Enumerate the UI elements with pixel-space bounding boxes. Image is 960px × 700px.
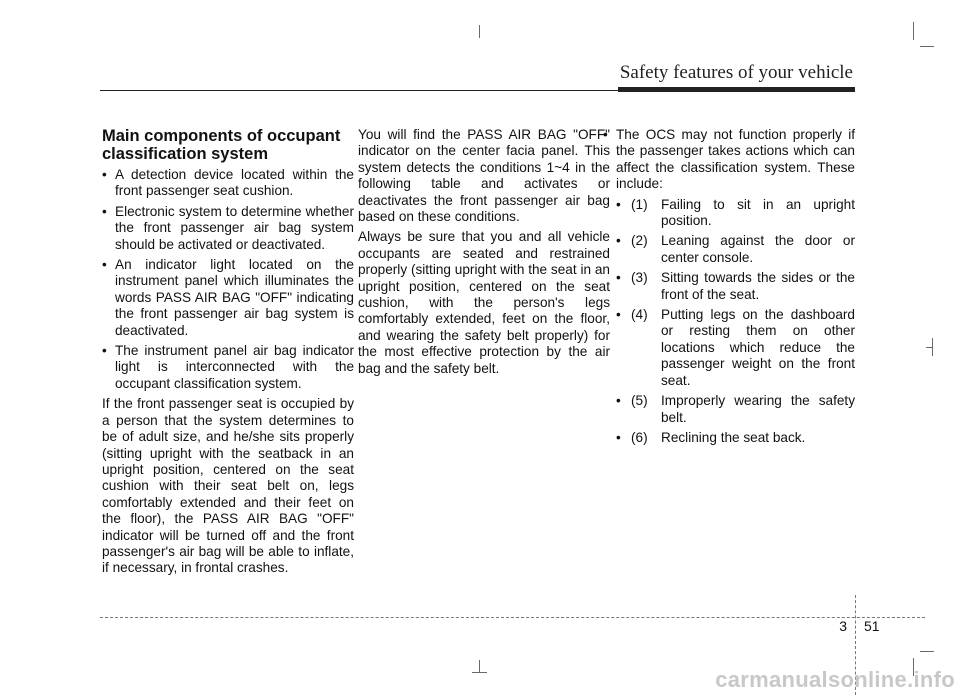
- crop-mark-top-right-horizontal: [920, 46, 934, 47]
- item-number: • (4): [631, 307, 648, 323]
- crop-mark-bottom-center-vertical: [479, 660, 480, 672]
- list-item: • An indicator light located on the instrument panel which illuminates the words PASS AIR BAG "OFF" indicating the front passenger air bag system is deactivated.: [102, 257, 354, 339]
- item-text: Putting legs on the dashboard or resting them on other locations which reduce the passenger weight on the front seat.: [661, 307, 855, 388]
- list-item: [603, 127, 855, 446]
- watermark: carmanualsonline.info: [715, 667, 955, 692]
- item-number: • (1): [631, 196, 648, 212]
- item-text: Improperly wearing the safety belt.: [661, 393, 855, 425]
- crop-mark-right-middle-horizontal: [926, 347, 933, 348]
- ocs-warning-list: [603, 127, 855, 446]
- components-list: [102, 167, 354, 392]
- numbered-item: [616, 393, 855, 426]
- item-text: Sitting towards the sides or the front of the seat.: [661, 270, 855, 302]
- crop-mark-bottom-right-horizontal: [920, 651, 934, 652]
- numbered-item: [616, 233, 855, 266]
- item-text: Failing to sit in an upright position.: [661, 196, 855, 229]
- numbered-item: [616, 270, 855, 303]
- list-item: • Electronic system to determine whether the front passenger air bag system should be activated or deactivated.: [102, 204, 354, 253]
- body-paragraph: If the front passenger seat is occupied by a person that the system determines to be of adult size, and he/she sits properly (sitting upright with the seatback in an upright position, centered on the seat cushion with their seat belt on, legs comfortably extended and their feet on the floor), the PASS AIR BAG "OFF" indicator will be turned off and the front passenger's air bag will be able to inflate, if necessary, in frontal crashes.: [102, 396, 354, 576]
- column-right: [603, 127, 855, 450]
- item-number: • (2): [631, 233, 648, 249]
- list-item: • A detection device located within the front passenger seat cushion.: [102, 167, 354, 200]
- body-paragraph: Always be sure that you and all vehicle occupants are seated and restrained properly (sitting upright with the seat in an upright position, centered on the seat cushion, with the person's legs comfortably extended, feet on the floor, and wearing the safety belt properly) for the most effective protection by the air bag and the safety belt.: [358, 229, 610, 376]
- numbered-item: [616, 307, 855, 389]
- header-rule-accent: [618, 87, 855, 92]
- list-item: • The instrument panel air bag indicator light is interconnected with the occupant classification system.: [102, 343, 354, 392]
- body-paragraph: You will find the PASS AIR BAG "OFF" indicator on the center facia panel. This system detects the conditions 1~4 in the following table and activates or deactivates the front passenger air bag based on these conditions.: [358, 127, 610, 225]
- page-number: 51: [864, 618, 880, 634]
- column-middle: [358, 127, 610, 381]
- item-number: • (5): [631, 393, 648, 409]
- item-text: Leaning against the door or center console.: [661, 233, 855, 265]
- actions-list: [616, 197, 855, 447]
- page-header-title: Safety features of your vehicle: [619, 62, 853, 83]
- crop-mark-top-center-bar: [472, 31, 487, 32]
- chapter-number: 3: [839, 618, 847, 634]
- section-heading: Main components of occupant classification system: [102, 127, 341, 163]
- crop-mark-top-right-vertical: [913, 22, 914, 40]
- item-text: Reclining the seat back.: [661, 429, 806, 445]
- list-item-text: The OCS may not function properly if the passenger takes actions which can affect the classification system. These include:: [616, 127, 855, 192]
- item-number: • (6): [631, 429, 648, 445]
- numbered-item: [616, 197, 855, 230]
- footer-rule: [100, 617, 925, 618]
- numbered-item: [616, 430, 855, 446]
- column-left: [102, 127, 354, 581]
- crop-mark-bottom-center-horizontal: [472, 672, 487, 673]
- item-number: • (3): [631, 270, 648, 286]
